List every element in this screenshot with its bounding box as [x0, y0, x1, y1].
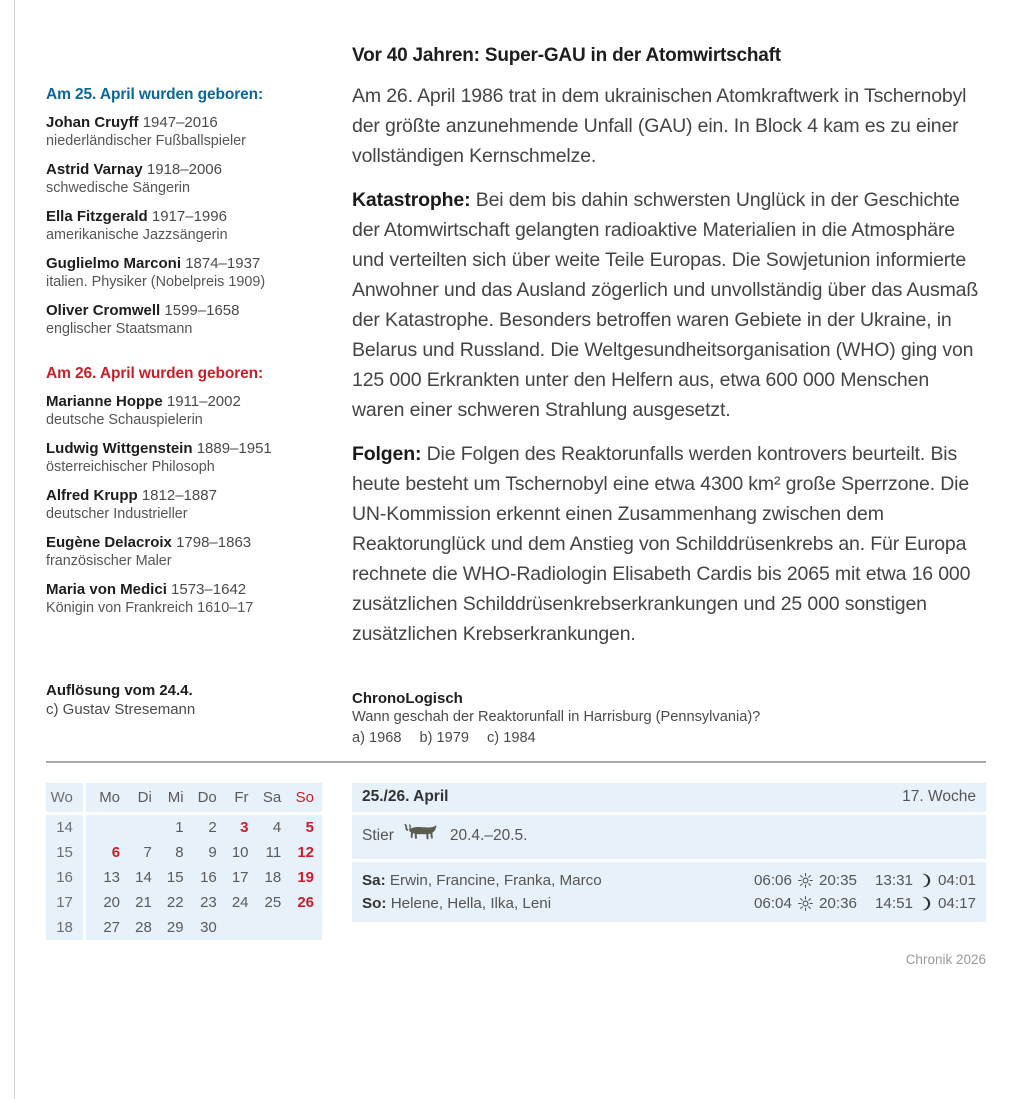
birthday-entry [46, 486, 322, 524]
left-edge-rule [14, 0, 15, 1099]
article-paragraph-katastrophe [352, 185, 986, 425]
birthday-name: Oliver Cromwell [46, 302, 161, 319]
calendar-week-number: 14 [46, 814, 84, 841]
calendar-day[interactable]: 11 [265, 844, 282, 861]
birthday-years: 1947–2016 [142, 114, 218, 131]
calendar-week-number: 18 [46, 915, 84, 940]
calendar-week-number: 16 [46, 865, 84, 890]
calendar-week-row [46, 865, 322, 890]
calendar-week-row [46, 915, 322, 940]
calendar-day[interactable]: 14 [135, 869, 152, 886]
birthday-years: 1599–1658 [164, 302, 240, 319]
calendar-week-row [46, 840, 322, 865]
birthday-desc: italien. Physiker (Nobelpreis 1909) [46, 274, 266, 290]
calendar-day[interactable]: 6 [111, 844, 121, 861]
birthday-years: 1917–1996 [151, 208, 227, 225]
birthday-name: Eugène Delacroix [46, 534, 172, 551]
day-panel-date: 25./26. April [362, 788, 449, 805]
moonset-time: 04:17 [937, 895, 976, 912]
sunrise-time: 06:06 [753, 872, 792, 889]
birthday-name: Guglielmo Marconi [46, 255, 182, 272]
calendar-day[interactable]: 29 [166, 919, 184, 936]
birthday-desc: niederländischer Fußballspieler [46, 133, 246, 149]
quiz-option-c[interactable]: c) 1984 [487, 730, 536, 746]
calendar-day[interactable]: 3 [240, 819, 249, 836]
birthdays-26-list [46, 392, 322, 618]
calendar-day[interactable]: 26 [297, 894, 314, 911]
birthday-desc: französischer Maler [46, 553, 172, 569]
calendar-day[interactable] [225, 915, 257, 940]
birthday-entry [46, 392, 322, 430]
left-column [46, 0, 322, 718]
quiz-options [352, 728, 986, 749]
calendar-day[interactable]: 15 [166, 869, 184, 886]
sun-moon-times [754, 872, 976, 889]
sun-icon [798, 896, 813, 911]
calendar-day[interactable]: 19 [297, 869, 314, 886]
right-column [352, 0, 986, 749]
birthday-name: Alfred Krupp [46, 487, 138, 504]
calendar-day[interactable]: 4 [272, 819, 282, 836]
calendar-header-do: Do [192, 783, 225, 814]
quiz-question: Wann geschah der Reaktorunfall in Harrisburg (Pennsylvania)? [352, 709, 761, 725]
birthday-years: 1874–1937 [185, 255, 261, 272]
resolution-title: Auflösung vom 24.4. [46, 682, 193, 699]
sun-moon-times [754, 895, 976, 912]
calendar-day[interactable]: 2 [208, 819, 217, 836]
paragraph-label: Folgen: [352, 443, 422, 465]
calendar-week-number: 17 [46, 890, 84, 915]
calendar-day[interactable] [289, 915, 322, 940]
footer-note: Chronik 2026 [905, 952, 986, 967]
day-panel-week: 17. Woche [902, 788, 976, 805]
nameday-row [352, 892, 986, 915]
birthday-years: 1918–2006 [146, 161, 222, 178]
calendar-day[interactable]: 17 [231, 869, 249, 886]
nameday-row [352, 869, 986, 892]
calendar-day[interactable]: 13 [103, 869, 121, 886]
calendar-day[interactable]: 8 [175, 844, 184, 861]
moonrise-time: 13:31 [874, 872, 913, 889]
sunrise-time: 06:04 [753, 895, 792, 912]
horizontal-divider [46, 761, 986, 763]
calendar-header-mo: Mo [84, 783, 128, 814]
moonrise-time: 14:51 [874, 895, 913, 912]
calendar-day[interactable]: 25 [264, 894, 282, 911]
mini-calendar [46, 783, 322, 940]
resolution-answer: c) Gustav Stresemann [46, 701, 196, 718]
moon-icon [919, 896, 932, 911]
calendar-day[interactable]: 10 [231, 844, 249, 861]
calendar-day[interactable]: 18 [264, 869, 282, 886]
calendar-header-row [46, 783, 322, 814]
birthday-entry [46, 207, 322, 245]
birthday-name: Ella Fitzgerald [46, 208, 148, 225]
calendar-day[interactable]: 27 [103, 919, 121, 936]
birthday-entry [46, 533, 322, 571]
birthday-desc: englischer Staatsmann [46, 321, 193, 337]
calendar-day[interactable]: 24 [231, 894, 249, 911]
nameday-day-label: Sa: [362, 872, 386, 889]
zodiac-name: Stier [362, 827, 394, 844]
day-detail-panel [352, 783, 986, 922]
zodiac-range: 20.4.–20.5. [449, 827, 528, 844]
calendar-day[interactable]: 28 [135, 919, 152, 936]
sunset-time: 20:36 [818, 895, 857, 912]
calendar-header-so: So [289, 783, 322, 814]
birthday-name: Johan Cruyff [46, 114, 139, 131]
birthday-entry [46, 160, 322, 198]
birthday-desc: deutscher Industrieller [46, 506, 188, 522]
birthday-years: 1911–2002 [166, 393, 241, 410]
calendar-week-row [46, 890, 322, 915]
birthday-name: Ludwig Wittgenstein [46, 440, 193, 457]
birthday-name: Marianne Hoppe [46, 393, 163, 410]
sun-icon [798, 873, 813, 888]
birthday-years: 1573–1642 [171, 581, 247, 598]
calendar-week-row [46, 814, 322, 841]
article-paragraph-folgen [352, 439, 986, 649]
calendar-day[interactable]: 7 [143, 844, 152, 861]
day-panel-header [352, 783, 986, 815]
nameday-day-label: So: [362, 895, 387, 912]
article-intro: Am 26. April 1986 trat in dem ukrainischen Atomkraftwerk in Tschernobyl der größte anzunehmende Unfall (GAU) ein. In Block 4 kam es zu einer vollständigen Kernschmelze. [352, 85, 967, 167]
calendar-body [46, 814, 322, 941]
calendar-week-number: 15 [46, 840, 84, 865]
birthday-entry [46, 301, 322, 339]
birthdays-26-heading: Am 26. April wurden geboren: [46, 365, 264, 382]
birthdays-25-list [46, 113, 322, 339]
birthday-entry [46, 113, 322, 151]
calendar-day[interactable]: 23 [200, 894, 217, 911]
birthday-desc: amerikanische Jazzsängerin [46, 227, 228, 243]
birthday-name: Astrid Varnay [46, 161, 143, 178]
quiz-title: ChronoLogisch [352, 690, 463, 707]
calendar-header-di: Di [128, 783, 160, 814]
nameday-names: Helene, Hella, Ilka, Leni [390, 895, 552, 912]
nameday-names: Erwin, Francine, Franka, Marco [389, 872, 602, 889]
quiz-option-a[interactable]: a) 1968 [352, 730, 402, 746]
calendar-header-fr: Fr [225, 783, 257, 814]
calendar-day[interactable]: 20 [103, 894, 121, 911]
birthday-years: 1889–1951 [196, 440, 272, 457]
moon-icon [919, 873, 932, 888]
birthdays-25-heading: Am 25. April wurden geboren: [46, 86, 264, 103]
birthday-name: Maria von Medici [46, 581, 167, 598]
sunset-time: 20:35 [818, 872, 857, 889]
birthday-entry [46, 254, 322, 292]
birthday-desc: deutsche Schauspielerin [46, 412, 203, 428]
quiz-option-b[interactable]: b) 1979 [419, 730, 469, 746]
calendar-day[interactable]: 22 [166, 894, 184, 911]
calendar-day[interactable]: 5 [305, 819, 314, 836]
birthday-years: 1812–1887 [141, 487, 217, 504]
birthday-desc: schwedische Sängerin [46, 180, 190, 196]
calendar-header-wo: Wo [46, 783, 84, 814]
calendar-header-sa: Sa [257, 783, 290, 814]
calendar-day[interactable]: 21 [135, 894, 152, 911]
birthday-entry [46, 580, 322, 618]
paragraph-text: Die Folgen des Reaktorunfalls werden kontrovers beurteilt. Bis heute besteht um Tschernobyl eine etwa 4300 km² große Sperrzone. Die UN-Kommission erkennt einen Zusammenhang zwischen dem Reaktorunglück und dem Anstieg von Schilddrüsenkrebs an. Für Europa rechnete die WHO-Radiologin Elisabeth Cardis bis 2065 mit etwa 16 000 zusätzlichen Schilddrüsenkrebserkrankungen und 25 000 sonstigen zusätzlichen Krebserkrankungen. [352, 443, 971, 645]
calendar-day[interactable]: 1 [175, 819, 184, 836]
calendar-header-mi: Mi [160, 783, 192, 814]
article-title: Vor 40 Jahren: Super-GAU in der Atomwirtschaft [352, 45, 781, 66]
calendar-day[interactable]: 30 [200, 919, 217, 936]
calendar-day[interactable]: 12 [297, 844, 314, 861]
zodiac-row [352, 815, 986, 862]
calendar-day[interactable] [257, 915, 290, 940]
calendar-day[interactable]: 16 [200, 869, 217, 886]
calendar-day[interactable]: 9 [208, 844, 217, 861]
birthday-entry [46, 439, 322, 477]
paragraph-text: Bei dem bis dahin schwersten Unglück in der Geschichte der Atomwirtschaft gelangten radioaktive Materialien in die Atmosphäre und verteilten sich über weite Teile Europas. Die Sowjetunion informierte Anwohner und das Ausland zögerlich und unvollständig über das Ausmaß der Katastrophe. Besonders betroffen waren Gebiete in der Ukraine, in Belarus und Russland. Die Weltgesundheitsorganisation (WHO) ging von 125 000 Erkrankten unter den Helfern aus, etwa 600 000 Menschen waren einer schweren Strahlung ausgesetzt. [352, 189, 979, 421]
birthday-desc: Königin von Frankreich 1610–17 [46, 600, 254, 616]
calendar-day[interactable] [128, 814, 160, 841]
moonset-time: 04:01 [937, 872, 976, 889]
taurus-bull-icon [402, 824, 442, 848]
birthday-desc: österreichischer Philosoph [46, 459, 215, 475]
calendar-day[interactable] [84, 814, 128, 841]
paragraph-label: Katastrophe: [352, 189, 471, 211]
birthday-years: 1798–1863 [176, 534, 252, 551]
